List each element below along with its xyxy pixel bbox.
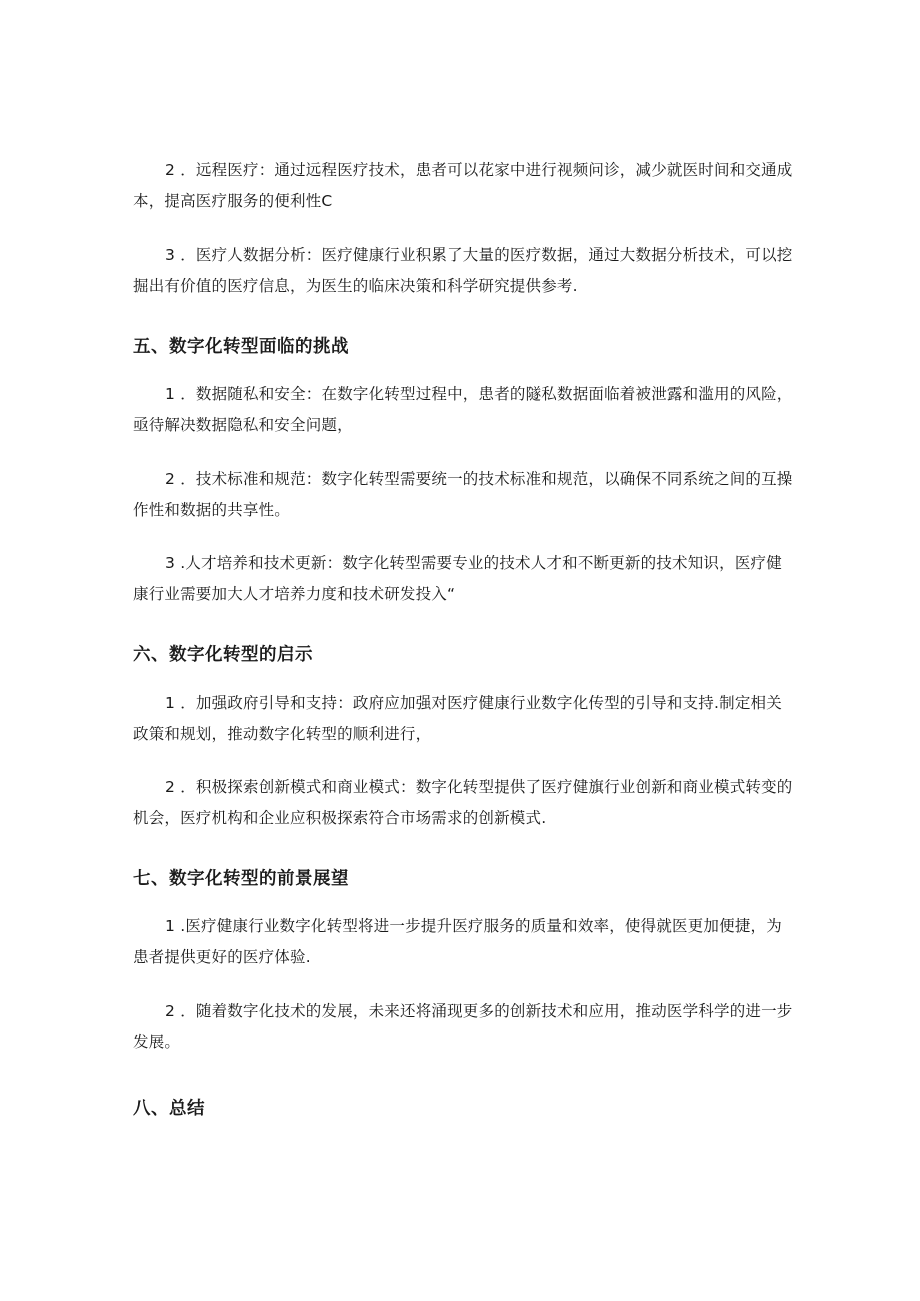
- section-heading-summary: 八、总结: [133, 1099, 205, 1119]
- paragraph-government: 1 ．加强政府引导和支持：政府应加强对医疗健康行业数字化传型的引导和支持.制定相关政策和规划，推动数字化转型的顺利进行，: [133, 694, 782, 743]
- paragraph-big-data: 3 ．医疗人数据分析：医疗健康行业积累了大量的医疗数据，通过大数据分析技术，可以挖掘出有价值的医疗信息，为医生的临床决策和科学研究提供参考.: [133, 246, 793, 295]
- paragraph-telemedicine: 2 ．远程医疗：通过远程医疗技术，患者可以花家中进行视频问诊，减少就医时间和交通成本，提高医疗服务的便利性C: [133, 161, 793, 210]
- paragraph-innovation: 2 ．积极探索创新模式和商业模式：数字化转型提供了医疗健旗行业创新和商业模式转变的机会，医疗机构和企业应积极探索符合市场需求的创新模式.: [133, 778, 793, 827]
- paragraph-talent: 3 .人才培养和技术更新：数字化转型需要专业的技术人才和不断更新的技术知识，医疗健康行业需要加大人才培养力度和技术研发投入“: [133, 554, 782, 603]
- paragraph-standards: 2 ．技术标准和规范：数字化转型需要统一的技术标准和规范，以确保不同系统之间的互操作性和数据的共享性。: [133, 470, 793, 519]
- section-heading-insights: 六、数字化转型的启示: [133, 645, 313, 665]
- section-heading-challenges: 五、数字化转型面临的挑战: [133, 337, 349, 357]
- paragraph-service-quality: 1 .医疗健康行业数字化转型将进一步提升医疗服务的质量和效率，使得就医更加便捷，为患者提供更好的医疗体验.: [133, 917, 782, 966]
- paragraph-privacy: 1 ．数据随私和安全：在数字化转型过程中，患者的隧私数据面临着被泄露和滥用的风险，亟待解决数据隐私和安全问题，: [133, 385, 793, 434]
- section-heading-outlook: 七、数字化转型的前景展望: [133, 869, 349, 889]
- paragraph-future-tech: 2 ．随着数字化技术的发展，未来还将涌现更多的创新技术和应用，推动医学科学的进一步发展。: [133, 1002, 793, 1051]
